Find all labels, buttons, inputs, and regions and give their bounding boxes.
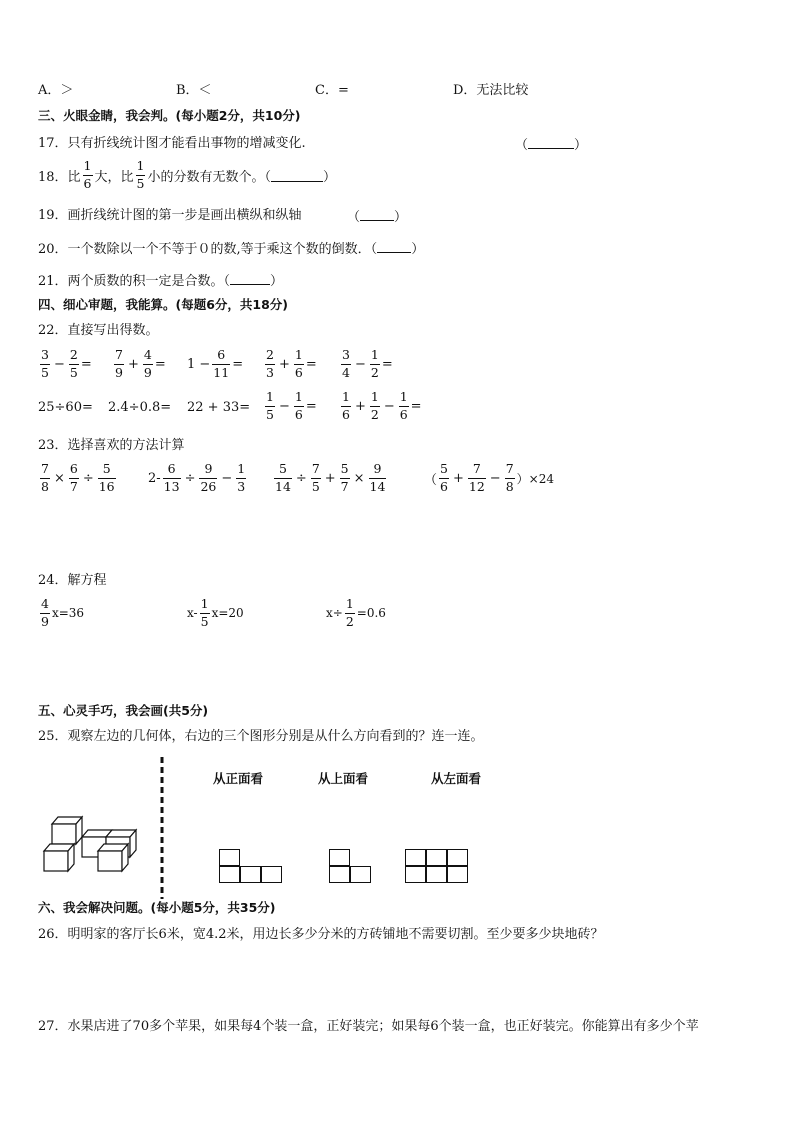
- option-b: B．＜: [176, 83, 212, 98]
- q18-frac-2: $\frac{1}{5}$: [136, 158, 145, 191]
- q23-expr-1: $\frac{7}{8}$ × $\frac{6}{7}$ ÷ $\frac{5}{16}$: [41, 461, 115, 494]
- q23-expr-4: （ $\frac{5}{6}$ + $\frac{7}{12}$ − $\frac{7}{8}$ ）×24: [424, 461, 554, 494]
- q19-answer[interactable]: （ ）: [347, 210, 408, 225]
- q24-eq-1: $\frac{4}{9}$ x=36: [41, 596, 85, 629]
- q23-title: 23．选择喜欢的方法计算: [38, 438, 185, 453]
- q24-eq-3: x÷ $\frac{1}{2}$ =0.6: [326, 596, 386, 629]
- view-grid-1[interactable]: [219, 849, 289, 887]
- q18-frac-1: $\frac{1}{6}$: [83, 158, 92, 191]
- q20: 20．一个数除以一个不等于０的数,等于乘这个数的倒数．（ ）: [38, 242, 425, 257]
- q27-text: 27．水果店进了70多个苹果，如果每4个装一盒，正好装完；如果每6个装一盒，也正好装完。你能算出有多少个苹: [38, 1019, 699, 1034]
- option-c: C．=: [315, 83, 349, 98]
- q26-text: 26．明明家的客厅长6米，宽4.2米，用边长多少分米的方砖铺地不需要切割。至少要多少块地砖？: [38, 927, 604, 942]
- q18: 18．比 $\frac{1}{6}$ 大，比 $\frac{1}{5}$ 小的分数有无数个。（ ）: [38, 158, 336, 191]
- q21: 21．两个质数的积一定是合数。（ ）: [38, 274, 284, 289]
- q22-expr-4: $\frac{2}{3}$ + $\frac{1}{6}$ =: [266, 347, 317, 380]
- section-3-title: 三、火眼金睛，我会判。(每小题2分，共10分): [38, 108, 301, 123]
- view-label-left: 从左面看: [431, 771, 482, 786]
- q22-expr-8: 22 + 33=: [187, 400, 251, 415]
- q25-text: 25．观察左边的几何体，右边的三个图形分别是从什么方向看到的？连一连。: [38, 729, 484, 744]
- section-4-title: 四、细心审题，我能算。(每题6分，共18分): [38, 297, 289, 312]
- q22-expr-2: $\frac{7}{9}$ + $\frac{4}{9}$ =: [115, 347, 166, 380]
- option-d: D．无法比较: [453, 83, 529, 98]
- q21-answer[interactable]: [230, 272, 270, 285]
- cube-solid-figure: [40, 810, 144, 874]
- q19-text: 19．画折线统计图的第一步是画出横纵和纵轴: [38, 208, 302, 223]
- q24-eq-2: x- $\frac{1}{5}$ x=20: [187, 596, 244, 629]
- q17-answer[interactable]: （ ）: [515, 138, 588, 153]
- q22-expr-5: $\frac{3}{4}$ − $\frac{1}{2}$ =: [342, 347, 393, 380]
- q23-expr-2: 2- $\frac{6}{13}$ ÷ $\frac{9}{26}$ − $\frac{1}{3}$: [148, 461, 246, 494]
- q22-expr-10: $\frac{1}{6}$ + $\frac{1}{2}$ − $\frac{1}{6}$ =: [342, 389, 422, 422]
- option-a: A．＞: [38, 83, 74, 98]
- q23-expr-3: $\frac{5}{14}$ ÷ $\frac{7}{5}$ + $\frac{5}{7}$ × $\frac{9}{14}$: [275, 461, 386, 494]
- q22-expr-9: $\frac{1}{5}$ − $\frac{1}{6}$ =: [266, 389, 317, 422]
- q24-title: 24．解方程: [38, 573, 107, 588]
- q22-expr-7: 2.4÷0.8=: [108, 400, 172, 415]
- view-grid-3[interactable]: [405, 849, 475, 887]
- q17-text: 17．只有折线统计图才能看出事物的增减变化.: [38, 136, 306, 151]
- section-6-title: 六、我会解决问题。(每小题5分，共35分): [38, 900, 276, 915]
- q18-answer[interactable]: [271, 169, 323, 182]
- q22-expr-6: 25÷60=: [38, 400, 93, 415]
- q22-expr-1: $\frac{3}{5}$ − $\frac{2}{5}$ =: [41, 347, 92, 380]
- section-5-title: 五、心灵手巧，我会画(共5分): [38, 703, 209, 718]
- view-grid-2[interactable]: [329, 849, 377, 887]
- view-label-top: 从上面看: [318, 771, 369, 786]
- q20-answer[interactable]: [377, 240, 411, 253]
- view-label-front: 从正面看: [213, 771, 264, 786]
- q22-title: 22．直接写出得数。: [38, 323, 159, 338]
- q22-expr-3: 1 − $\frac{6}{11}$ =: [187, 347, 244, 380]
- dashed-divider: [158, 757, 166, 899]
